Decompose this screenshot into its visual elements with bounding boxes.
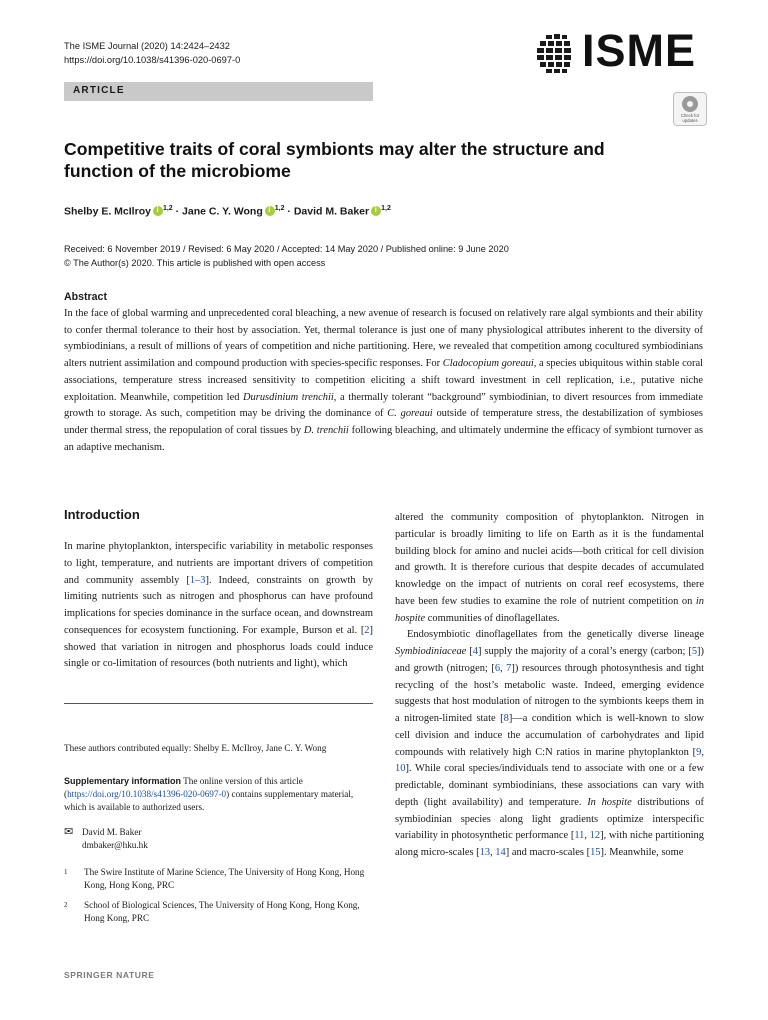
supplementary-note: Supplementary information The online version of this article (https://doi.org/10.1038/s41396-020-0697-0) contains supplementary material, which is available to authorized users. [64, 776, 354, 813]
corresponding-name: David M. Baker [82, 827, 142, 837]
abstract-heading: Abstract [64, 291, 107, 303]
author-affiliation: 1,2 [274, 205, 285, 212]
citation-link[interactable]: 14 [495, 847, 506, 858]
equal-contribution-note: These authors contributed equally: Shelby E. McIlroy, Jane C. Y. Wong [64, 743, 327, 753]
globe-icon [533, 31, 579, 75]
citation-link[interactable]: 8 [503, 713, 509, 724]
body-paragraph: Endosymbiotic dinoflagellates from the genetically diverse lineage Symbiodiniaceae [4] supply the majority of a coral’s energy (carbon; [5]) and growth (nitrogen; [6, 7]) resources through photosynthesis and tight recycling of the host’s metabolic waste. Indeed, emerging evidence suggests that host modulation of nitrogen to the symbionts keeps them in a nitrogen-limited state [8]—a condition which is well-known to slow cell division and induce the accumulation of carbohydrates and lipid compounds with relatively high C:N ratios in marine phytoplankton [9, 10]. While coral species/individuals tend to associate with one or a few predictable, dominant symbiodinians, these associations can vary with depth (light availability) and temperature. In hospite distributions of symbiodinian species along light gradients optimize interspecific variability in photosynthetic performance [11, 12], with niche partitioning along micro-scales [13, 14] and macro-scales [15]. Meanwhile, some [395, 629, 705, 858]
dates-line: Received: 6 November 2019 / Revised: 6 May 2020 / Accepted: 14 May 2020 / Published online: 9 June 2020 [64, 244, 509, 254]
citation-link[interactable]: 10 [395, 763, 406, 775]
orcid-icon[interactable] [153, 206, 163, 216]
article-title: Competitive traits of coral symbionts may alter the structure and function of the microbiome [64, 139, 605, 181]
footnote-divider [64, 703, 373, 704]
check-for-updates-badge[interactable] [673, 92, 707, 126]
author-name[interactable]: Shelby E. McIlroy [64, 205, 151, 218]
update-icon [682, 96, 698, 112]
envelope-icon: ✉ [64, 826, 74, 838]
body-column-2 [395, 510, 704, 862]
license-line: © The Author(s) 2020. This article is published with open access [64, 258, 326, 268]
affiliation-1: 1 The Swire Institute of Marine Science, The University of Hong Kong, Hong Kong, Hong Kong, PRC [64, 867, 365, 891]
affiliation-2: 2 School of Biological Sciences, The University of Hong Kong, Hong Kong, Hong Kong, PRC [64, 900, 360, 924]
citation-link[interactable]: 6 [494, 662, 501, 674]
author-name[interactable]: David M. Baker [293, 205, 370, 218]
citation-link[interactable]: 2 [364, 624, 370, 636]
orcid-icon[interactable] [371, 206, 381, 216]
check-updates-label: Check for updates [680, 113, 700, 123]
journal-citation: The ISME Journal (2020) 14:2424–2432 [64, 41, 230, 51]
intro-paragraph: In marine phytoplankton, interspecific variability in metabolic responses to light, temperature, and nutrients are important drivers of competition and community assembly [1–3]. Indeed, constraints on growth by limiting nutrients such as nitrogen and phosphorus can have profound implications for species dominance in the surface ocean, and downstream consequences for ecosystem functioning. For example, Burson et al. [2] showed that variation in nitrogen and phosphorus loads could induce single or co-limitation of resources (both nutrients and light), which [64, 541, 374, 670]
corresponding-email[interactable]: dmbaker@hku.hk [82, 840, 148, 851]
article-type-band [64, 82, 373, 101]
doi-link[interactable]: https://doi.org/10.1038/s41396-020-0697-0 [64, 55, 241, 65]
isme-logo[interactable] [533, 25, 705, 76]
citation-link[interactable]: 7 [506, 662, 512, 674]
citation-link[interactable]: 15 [590, 847, 601, 858]
publication-history [64, 242, 509, 270]
orcid-icon[interactable] [265, 206, 275, 216]
citation-link[interactable]: 12 [589, 830, 601, 842]
citation-link[interactable]: 11 [574, 830, 585, 842]
introduction-heading: Introduction [64, 507, 140, 522]
citation-link[interactable]: 9 [696, 746, 702, 758]
publisher-logo: SPRINGER NATURE [64, 970, 155, 980]
author-name[interactable]: Jane C. Y. Wong [182, 205, 263, 218]
citation-link[interactable]: 5 [691, 646, 698, 657]
corresponding-author [64, 826, 373, 852]
author-affiliation: 1,2 [381, 205, 391, 212]
author-list: Shelby E. McIlroyi $^{1,2}$ · Jane C. Y. Wongi $^{1,2}$ · David M. Bakeri $^{1,2}$ [64, 205, 391, 218]
citation-link[interactable]: 4 [472, 646, 478, 657]
body-paragraph: altered the community composition of phytoplankton. Nitrogen in particular is broadly limiting to life on Earth as it is the fundamental building block for amino and nuclei acids—both critical for cell division and growth. It is therefore curious that despite decades of accumulated knowledge on the impact of nutrients on coral reef ecosystems, there have been few studies to examine the role of nutrient competition on in hospite communities of dinoflagellates. [395, 512, 704, 624]
citation-link[interactable]: 1–3 [189, 574, 206, 586]
logo-text: ISME [582, 25, 697, 76]
citation-link[interactable]: 13 [479, 847, 491, 858]
author-affiliation: 1,2 [162, 205, 173, 212]
article-type-label: ARTICLE [73, 85, 125, 96]
supplementary-link[interactable]: https://doi.org/10.1038/s41396-020-0697-0 [67, 789, 227, 800]
abstract-body: In the face of global warming and unprecedented coral bleaching, a new avenue of research is focused on relatively rare algal symbionts and their ability to confer thermal tolerance to their host by association. Yet, thermal tolerance is just one of many physiological attributes inherent to the diversity of symbiodinians, a result of millions of years of competition and niche partitioning. Here, we revealed that competition among cocultured symbiodinians alters nutrient assimilation and compound production with species-specific responses. For Cladocopium goreaui, a species ubiquitous within stable coral associations, temperature stress increased sensitivity to competition eliciting a shift toward investment in cell replication, i.e., putative niche exploitation. Meanwhile, competition led Durusdinium trenchii, a thermally tolerant “background” symbiodinian, to divert resources from immediate growth to storage. As such, competition may be driving the dominance of C. goreaui outside of temperature stress, the destabilization of symbioses under thermal stress, the repopulation of coral tissues by D. trenchii following bleaching, and ultimately undermine the efficacy of symbiont turnover as an adaptive mechanism. [64, 308, 704, 453]
